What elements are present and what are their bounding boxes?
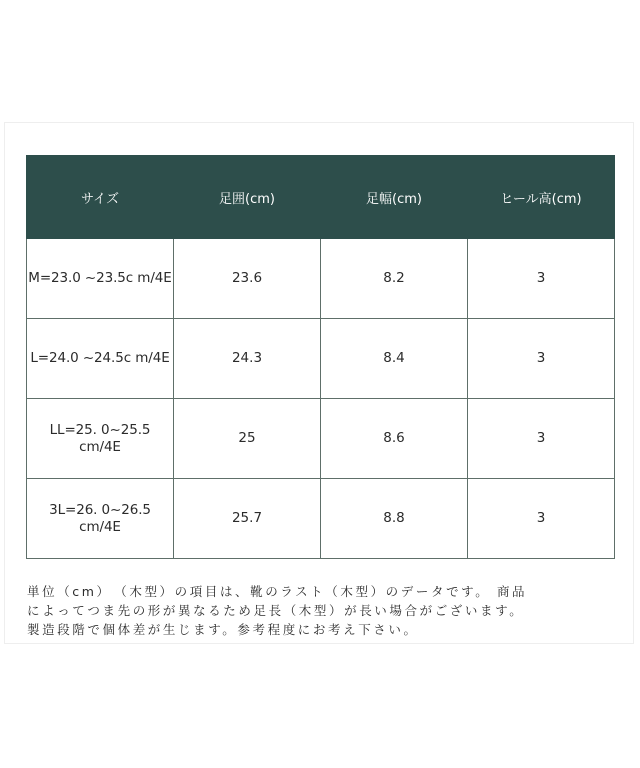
header-heel-height: ヒール高(cm)	[468, 156, 615, 239]
table-row	[27, 319, 615, 399]
cell-heel-height: 3	[468, 399, 615, 479]
cell-foot-width: 8.4	[321, 319, 468, 399]
cell-foot-girth: 25	[174, 399, 321, 479]
table-row	[27, 399, 615, 479]
header-foot-girth: 足囲(cm)	[174, 156, 321, 239]
size-table	[26, 155, 615, 559]
cell-size: 3L=26. 0~26.5 cm/4E	[27, 479, 174, 559]
cell-size: LL=25. 0~25.5 cm/4E	[27, 399, 174, 479]
cell-size: M=23.0 ~23.5c m/4E	[27, 239, 174, 319]
cell-heel-height: 3	[468, 319, 615, 399]
note-line-1: 単位（cm） （木型）の項目は、靴のラスト（木型）のデータです。 商品	[27, 584, 528, 599]
table-header-row	[27, 156, 615, 239]
table-row	[27, 479, 615, 559]
note-line-3: 製造段階で個体差が生じます。参考程度にお考え下さい。	[27, 622, 419, 637]
table-row	[27, 239, 615, 319]
cell-foot-girth: 23.6	[174, 239, 321, 319]
header-foot-width: 足幅(cm)	[321, 156, 468, 239]
cell-foot-girth: 24.3	[174, 319, 321, 399]
cell-foot-width: 8.2	[321, 239, 468, 319]
size-note	[27, 582, 627, 639]
cell-foot-width: 8.8	[321, 479, 468, 559]
header-size: サイズ	[27, 156, 174, 239]
cell-heel-height: 3	[468, 239, 615, 319]
cell-foot-width: 8.6	[321, 399, 468, 479]
cell-size: L=24.0 ~24.5c m/4E	[27, 319, 174, 399]
cell-heel-height: 3	[468, 479, 615, 559]
note-line-2: によってつま先の形が異なるため足長（木型）が長い場合がございます。	[27, 603, 525, 618]
cell-foot-girth: 25.7	[174, 479, 321, 559]
